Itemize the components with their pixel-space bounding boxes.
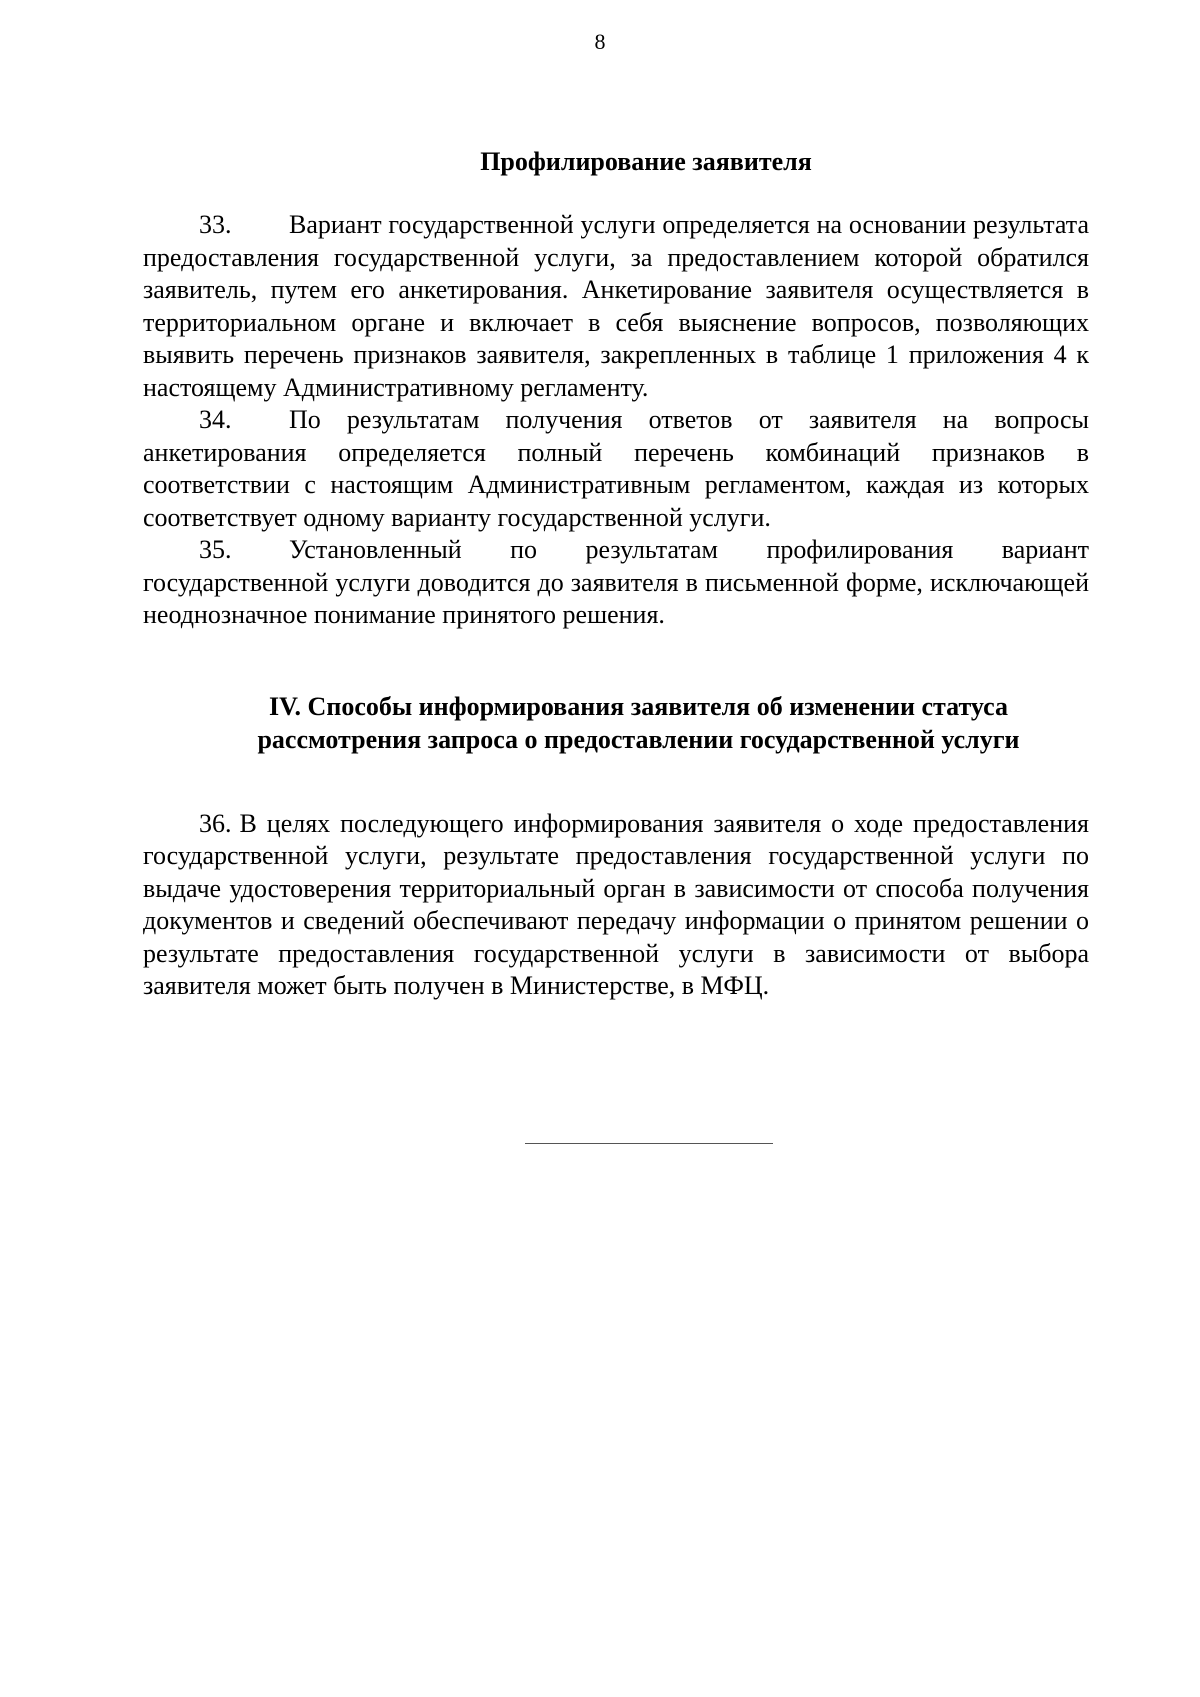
page-number: 8 (594, 29, 606, 54)
paragraph-34 (143, 404, 1089, 534)
paragraph-number: 35. (199, 535, 232, 564)
paragraph-text: Вариант государственной услуги определяется на основании результата предоставления государственной услуги, за предоставлением которой обратился заявитель, путем его анкетирования. Анкетирование заявителя осуществляется в территориальном органе и включает в себя выяснение вопросов, позволяющих выявить перечень признаков заявителя, закрепленных в таблице 1 приложения 4 к настоящему Административному регламенту. (143, 210, 1089, 402)
paragraph-number: 33. (199, 210, 232, 239)
document-body (143, 145, 1089, 1003)
paragraph-35 (143, 534, 1089, 632)
paragraph-number: 36. (199, 808, 232, 838)
paragraph-number: 34. (199, 405, 232, 434)
paragraph-36 (143, 808, 1089, 1003)
section-heading-line-1: IV. Способы информирования заявителя об изменении статуса (269, 691, 1008, 721)
paragraph-33 (143, 209, 1089, 404)
section-heading-line-2: рассмотрения запроса о предоставлении государственной услуги (257, 724, 1020, 754)
section-informing-body (143, 808, 1089, 1003)
paragraph-text: По результатам получения ответов от заявителя на вопросы анкетирования определяется полный перечень комбинаций признаков в соответствии с настоящим Административным регламентом, каждая из которых соответствует одному варианту государственной услуги. (143, 405, 1089, 532)
section-profiling-body (143, 209, 1089, 632)
section-heading-informing (143, 690, 1089, 756)
paragraph-text: Установленный по результатам профилирования вариант государственной услуги доводится до заявителя в письменной форме, исключающей неоднозначное понимание принятого решения. (143, 535, 1089, 629)
paragraph-text: В целях последующего информирования заявителя о ходе предоставления государственной услуги, результате предоставления государственной услуги по выдаче удостоверения территориальный орган в зависимости от способа получения документов и сведений обеспечивают передачу информации о принятом решении о результате предоставления государственной услуги в зависимости от выбора заявителя может быть получен в Министерстве, в МФЦ. (143, 808, 1089, 1000)
section-heading-profiling: Профилирование заявителя (480, 147, 812, 176)
end-of-text-rule (525, 1143, 773, 1144)
